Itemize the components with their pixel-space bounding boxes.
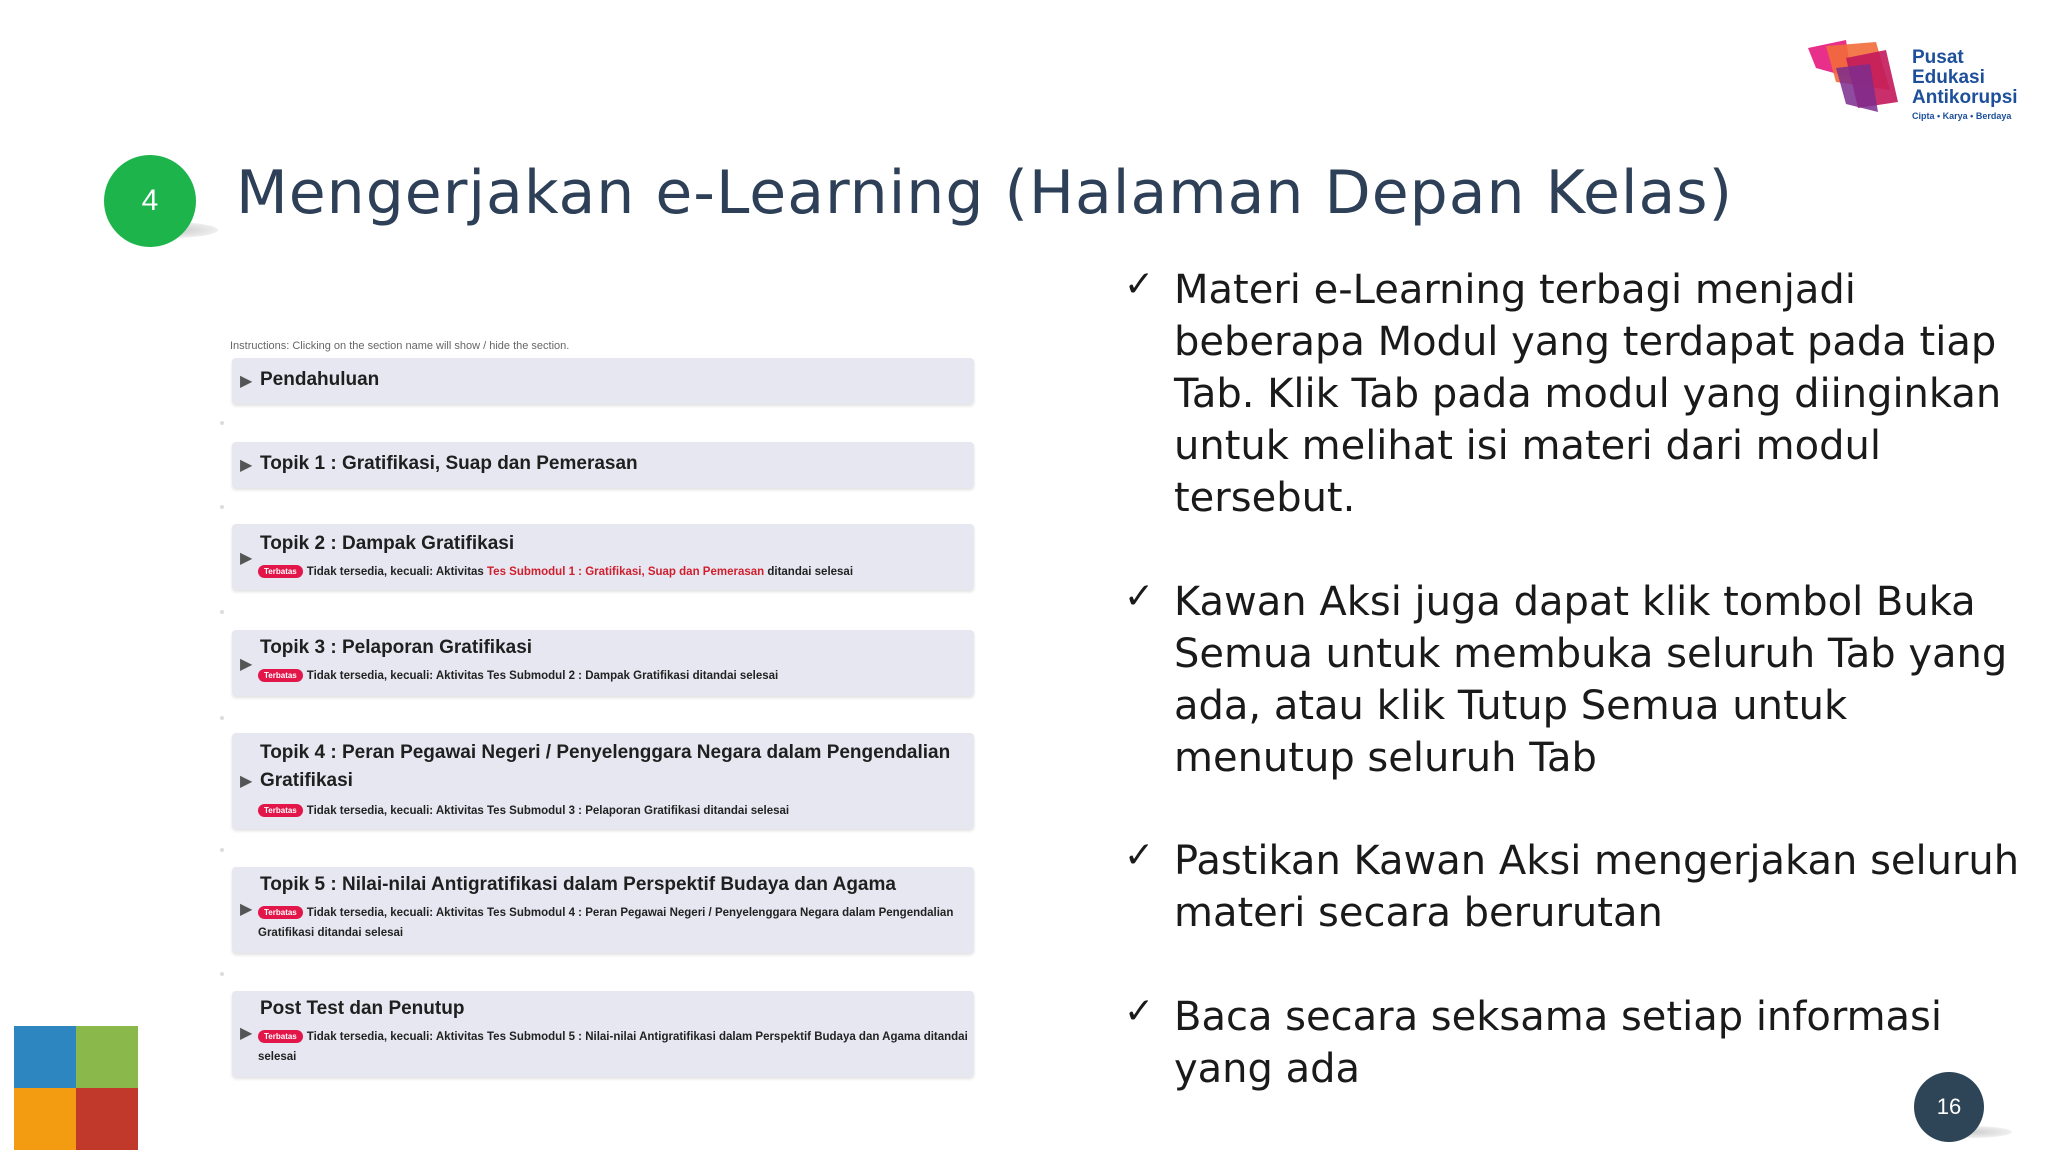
section-topik-5[interactable] [232,867,974,953]
restriction-note [258,903,968,943]
restricted-badge: Terbatas [258,565,303,578]
bullet-text: Kawan Aksi juga dapat klik tombol Buka Semua untuk membuka seluruh Tab yang ada, atau klik Tutup Semua untuk menutup seluruh Tab [1174,579,2008,781]
logo-text-line2: Edukasi [1912,67,1985,88]
course-sections-screenshot [216,330,996,1100]
restricted-badge: Terbatas [258,1030,303,1043]
section-instructions: Instructions: Clicking on the section name will show / hide the section. [230,340,570,352]
section-topik-3[interactable] [232,630,974,696]
restriction-text: Tidak tersedia, kecuali: Aktivitas Tes Submodul 2 : Dampak Gratifikasi ditandai selesai [306,670,779,682]
section-title[interactable]: Pendahuluan [260,369,380,390]
restriction-text: Tidak tersedia, kecuali: Aktivitas Tes Submodul 4 : Peran Pegawai Negeri / Penyelenggara Negara dalam Pengendalian Gratifikasi ditandai selesai [258,907,954,939]
section-pendahuluan[interactable] [232,358,974,404]
restriction-note [258,801,968,821]
checkmark-icon: ✓ [1124,835,1155,876]
restricted-badge: Terbatas [258,906,303,919]
restriction-text: Tidak tersedia, kecuali: Aktivitas Tes Submodul 5 : Nilai-nilai Antigratifikasi dalam Perspektif Budaya dan Agama ditandai selesai [258,1031,968,1063]
separator-dot [220,716,224,720]
restriction-activity-link[interactable]: Tes Submodul 1 : Gratifikasi, Suap dan Pemerasan [487,566,765,578]
collapse-arrow-icon[interactable]: ▶ [240,373,253,390]
bullet-text: Pastikan Kawan Aksi mengerjakan seluruh materi secara berurutan [1174,838,2020,936]
restriction-note [258,1027,968,1067]
bullet-text: Baca secara seksama setiap informasi yang ada [1174,994,1943,1092]
page-number-badge: 16 [1914,1072,1984,1142]
bullet-text: Materi e-Learning terbagi menjadi beberapa Modul yang terdapat pada tiap Tab. Klik Tab pada modul yang diinginkan untuk melihat isi materi dari modul tersebut. [1174,267,2002,521]
collapse-arrow-icon[interactable]: ▶ [240,1025,253,1042]
section-title[interactable]: Topik 3 : Pelaporan Gratifikasi [260,637,533,658]
logo-text-line3: Antikorupsi [1912,87,2018,108]
restricted-badge: Terbatas [258,669,303,682]
decor-square-green [76,1026,138,1088]
restriction-note [258,666,968,686]
separator-dot [220,421,224,425]
decor-square-red [76,1088,138,1150]
decor-square-blue [14,1026,76,1088]
restriction-text-end: ditandai selesai [764,566,854,578]
checkmark-icon: ✓ [1124,576,1155,617]
decor-square-orange [14,1088,76,1150]
collapse-arrow-icon[interactable]: ▶ [240,773,253,790]
separator-dot [220,848,224,852]
section-post-test[interactable] [232,991,974,1077]
logo-mark-icon [1806,38,1906,118]
checkmark-icon: ✓ [1124,264,1155,305]
section-topik-2[interactable] [232,524,974,590]
section-title[interactable]: Post Test dan Penutup [260,998,465,1019]
pusat-edukasi-antikorupsi-logo [1806,38,2026,121]
logo-tagline: Cipta • Karya • Berdaya [1912,111,2012,121]
restriction-text: Tidak tersedia, kecuali: Aktivitas Tes Submodul 3 : Pelaporan Gratifikasi ditandai selesai [306,805,790,817]
collapse-arrow-icon[interactable]: ▶ [240,901,253,918]
section-topik-1[interactable] [232,442,974,488]
checkmark-icon: ✓ [1124,991,1155,1032]
collapse-arrow-icon[interactable]: ▶ [240,457,253,474]
collapse-arrow-icon[interactable]: ▶ [240,656,253,673]
slide-title: Mengerjakan e-Learning (Halaman Depan Kelas) [236,158,1733,228]
collapse-arrow-icon[interactable]: ▶ [240,550,253,567]
separator-dot [220,505,224,509]
section-topik-4[interactable] [232,733,974,829]
separator-dot [220,610,224,614]
restricted-badge: Terbatas [258,804,303,817]
section-title[interactable]: Topik 4 : Peran Pegawai Negeri / Penyelenggara Negara dalam Pengendalian Gratifikasi [260,742,951,791]
section-title[interactable]: Topik 5 : Nilai-nilai Antigratifikasi dalam Perspektif Budaya dan Agama [260,874,896,895]
separator-dot [220,972,224,976]
section-title[interactable]: Topik 1 : Gratifikasi, Suap dan Pemerasan [260,453,638,474]
section-title[interactable]: Topik 2 : Dampak Gratifikasi [260,533,515,554]
restriction-text: Tidak tersedia, kecuali: Aktivitas [306,566,488,578]
logo-text-line1: Pusat [1912,47,1964,68]
step-number-badge: 4 [104,155,196,247]
restriction-note [258,562,968,582]
